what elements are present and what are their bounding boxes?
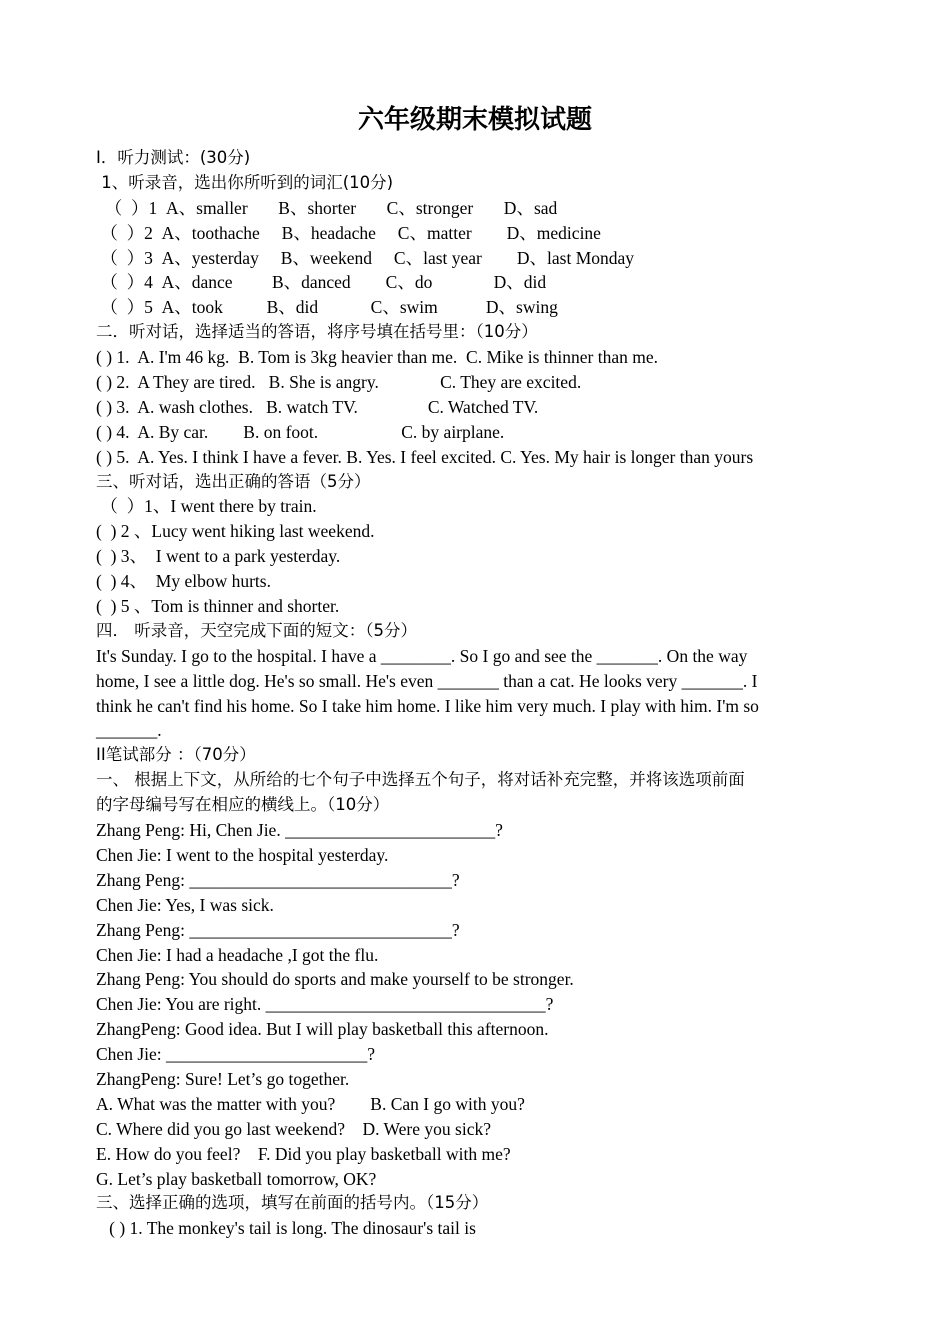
option-line: A. What was the matter with you? B. Can I go with you?: [96, 1093, 525, 1114]
question-line: ( ) 5. A. Yes. I think I have a fever. B. Yes. I feel excited. C. Yes. My hair is longer than yours: [96, 446, 754, 467]
option-line: E. How do you feel? F. Did you play basketball with me?: [96, 1143, 511, 1164]
written-part1-instruction-cont: 的字母编号写在相应的横线上。（10分）: [96, 795, 390, 815]
dialogue-line: Zhang Peng: You should do sports and make yourself to be stronger.: [96, 969, 574, 990]
question-line: ( ) 2. A They are tired. B. She is angry. C. They are excited.: [96, 372, 582, 393]
question-line: ( ) 1. A. I'm 46 kg. B. Tom is 3kg heavier than me. C. Mike is thinner than me.: [96, 347, 659, 368]
part4-instruction: 四． 听录音，天空完成下面的短文：（5分）: [96, 620, 417, 640]
question-line: ( ) 4、 My elbow hurts.: [96, 571, 271, 592]
dialogue-line: Zhang Peng: Hi, Chen Jie. ________________________?: [96, 820, 503, 841]
dialogue-line: ZhangPeng: Good idea. But I will play basketball this afternoon.: [96, 1019, 549, 1040]
dialogue-line: Chen Jie: You are right. ________________________________?: [96, 994, 554, 1015]
page-title: 六年级期末模拟试题: [357, 105, 592, 135]
question-line: （ ）1、I went there by train.: [96, 496, 317, 517]
part1-instruction: 1、听录音，选出你所听到的词汇(10分): [96, 172, 394, 192]
question-line: （ ）3 A、yesterday B、weekend C、last year D、last Monday: [96, 247, 635, 268]
passage-line: think he can't find his home. So I take him home. I like him very much. I play with him. I'm so: [96, 695, 759, 716]
passage-line: It's Sunday. I go to the hospital. I have a ________. So I go and see the _______. On the way: [96, 645, 748, 666]
question-line: ( ) 2 、Lucy went hiking last weekend.: [96, 521, 375, 542]
written-part1-instruction: 一、 根据上下文，从所给的七个句子中选择五个句子，将对话补充完整，并将该选项前面: [96, 770, 745, 790]
dialogue-line: Chen Jie: Yes, I was sick.: [96, 894, 274, 915]
question-line: （ ）2 A、toothache B、headache C、matter D、medicine: [96, 222, 601, 243]
question-line: ( ) 5 、Tom is thinner and shorter.: [96, 596, 340, 617]
question-line: （ ）5 A、took B、did C、swim D、swing: [96, 297, 558, 318]
passage-line: _______.: [96, 720, 162, 741]
dialogue-line: Zhang Peng: ______________________________?: [96, 869, 460, 890]
part2-instruction: 二．听对话，选择适当的答语，将序号填在括号里：（10分）: [96, 322, 538, 342]
listening-section-heading: I．听力测试：(30分): [96, 148, 251, 167]
dialogue-line: Chen Jie: _______________________?: [96, 1044, 376, 1065]
passage-line: home, I see a little dog. He's so small. He's even _______ than a cat. He looks very _______. I: [96, 670, 758, 691]
question-line: ( ) 1. The monkey's tail is long. The dinosaur's tail is: [96, 1218, 476, 1239]
question-line: （ ）4 A、dance B、danced C、do D、did: [96, 272, 547, 293]
dialogue-line: Zhang Peng: ______________________________?: [96, 919, 460, 940]
document-body: [96, 146, 866, 1241]
written-section-heading: II笔试部分 ：（70分）: [96, 745, 256, 765]
written-part3-instruction: 三、选择正确的选项，填写在前面的括号内。（15分）: [96, 1193, 489, 1213]
option-line: G. Let’s play basketball tomorrow, OK?: [96, 1168, 377, 1189]
part3-instruction: 三、听对话，选出正确的答语（5分）: [96, 471, 371, 491]
dialogue-line: ZhangPeng: Sure! Let’s go together.: [96, 1068, 350, 1089]
question-line: ( ) 3. A. wash clothes. B. watch TV. C. Watched TV.: [96, 396, 539, 417]
question-line: ( ) 3、 I went to a park yesterday.: [96, 546, 341, 567]
option-line: C. Where did you go last weekend? D. Were you sick?: [96, 1118, 491, 1139]
dialogue-line: Chen Jie: I went to the hospital yesterday.: [96, 844, 389, 865]
question-line: ( ) 4. A. By car. B. on foot. C. by airplane.: [96, 421, 505, 442]
dialogue-line: Chen Jie: I had a headache ,I got the flu.: [96, 944, 379, 965]
question-line: （ ）1 A、smaller B、shorter C、stronger D、sad: [96, 197, 558, 218]
